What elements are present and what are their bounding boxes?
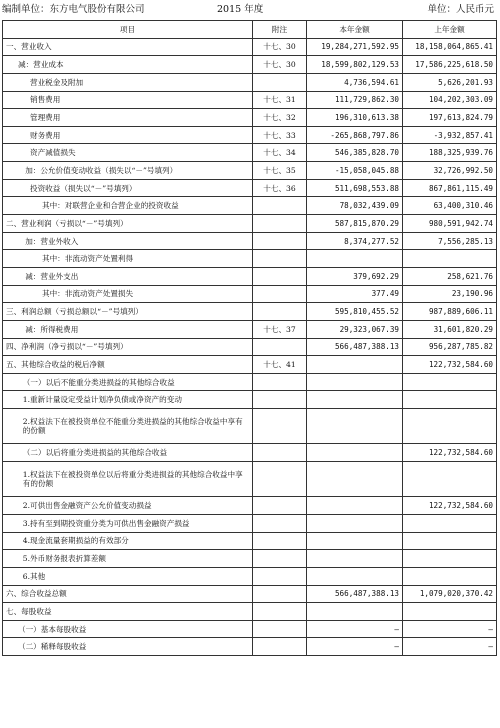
row-item-label: 其中：对联营企业和合营企业的投资收益 [3, 197, 253, 215]
row-current-amount: 377.49 [307, 285, 403, 303]
row-item-label: 其中：非流动资产处置利得 [3, 250, 253, 268]
row-note [253, 444, 307, 462]
row-item-label: 七、每股收益 [3, 603, 253, 621]
row-item-label: 一、营业收入 [3, 38, 253, 56]
table-row [3, 320, 497, 338]
table-row [3, 638, 497, 656]
row-item-label: 六、综合收益总额 [3, 585, 253, 603]
row-note: 十七、33 [253, 126, 307, 144]
row-prior-amount: 956,287,785.82 [403, 338, 497, 356]
row-current-amount [307, 603, 403, 621]
row-note: 十七、31 [253, 91, 307, 109]
row-note [253, 197, 307, 215]
row-current-amount: 566,487,388.13 [307, 338, 403, 356]
table-row [3, 497, 497, 515]
row-item-label: 投资收益（损失以“－”号填列） [3, 179, 253, 197]
row-prior-amount: 987,889,606.11 [403, 303, 497, 321]
table-row [3, 267, 497, 285]
row-prior-amount: 122,732,584.60 [403, 444, 497, 462]
preparer-label: 编制单位：东方电气股份有限公司 [2, 4, 145, 15]
row-item-label: 四、净利润（净亏损以“－”号填列） [3, 338, 253, 356]
row-current-amount [307, 391, 403, 409]
table-row [3, 603, 497, 621]
row-note [253, 462, 307, 497]
row-current-amount: 8,374,277.52 [307, 232, 403, 250]
fiscal-year: 2015 年度 [217, 4, 264, 15]
row-prior-amount [403, 603, 497, 621]
row-item-label: 加：营业外收入 [3, 232, 253, 250]
row-item-label: 资产减值损失 [3, 144, 253, 162]
row-current-amount: 566,487,388.13 [307, 585, 403, 603]
row-item-label: （一）基本每股收益 [3, 620, 253, 638]
table-row [3, 303, 497, 321]
table-row [3, 550, 497, 568]
row-item-label: （二）稀释每股收益 [3, 638, 253, 656]
row-note: 十七、30 [253, 38, 307, 56]
row-item-label: 2.可供出售金融资产公允价值变动损益 [3, 497, 253, 515]
row-note: 十七、36 [253, 179, 307, 197]
table-row [3, 91, 497, 109]
row-prior-amount: 122,732,584.60 [403, 356, 497, 374]
row-note [253, 585, 307, 603]
row-prior-amount: — [403, 638, 497, 656]
statement-header [0, 0, 500, 20]
row-note [253, 532, 307, 550]
row-current-amount [307, 356, 403, 374]
row-current-amount [307, 567, 403, 585]
table-row [3, 126, 497, 144]
row-current-amount: — [307, 638, 403, 656]
row-current-amount [307, 532, 403, 550]
row-note [253, 603, 307, 621]
row-item-label: 1.重新计量设定受益计划净负债或净资产的变动 [3, 391, 253, 409]
row-item-label: 6.其他 [3, 567, 253, 585]
table-row [3, 250, 497, 268]
row-item-label: 加：公允价值变动收益（损失以“－”号填列） [3, 162, 253, 180]
row-prior-amount: 867,861,115.49 [403, 179, 497, 197]
table-header-row [3, 21, 497, 39]
column-header-note: 附注 [253, 21, 307, 39]
row-note: 十七、35 [253, 162, 307, 180]
row-item-label: 营业税金及附加 [3, 73, 253, 91]
row-item-label: 销售费用 [3, 91, 253, 109]
row-item-label: 3.持有至到期投资重分类为可供出售金融资产损益 [3, 514, 253, 532]
table-row [3, 162, 497, 180]
table-row [3, 532, 497, 550]
income-statement-table [2, 20, 497, 656]
row-prior-amount: 122,732,584.60 [403, 497, 497, 515]
row-current-amount: -265,868,797.86 [307, 126, 403, 144]
table-row [3, 356, 497, 374]
row-item-label: 五、其他综合收益的税后净额 [3, 356, 253, 374]
row-current-amount: 587,815,870.29 [307, 215, 403, 233]
row-current-amount [307, 409, 403, 444]
row-prior-amount: 17,586,225,618.50 [403, 56, 497, 74]
row-current-amount: 546,385,828.70 [307, 144, 403, 162]
row-note [253, 338, 307, 356]
row-current-amount: 4,736,594.61 [307, 73, 403, 91]
row-prior-amount: 31,601,820.29 [403, 320, 497, 338]
row-note: 十七、34 [253, 144, 307, 162]
row-prior-amount: 32,726,992.50 [403, 162, 497, 180]
row-prior-amount [403, 532, 497, 550]
row-prior-amount: 18,158,064,865.41 [403, 38, 497, 56]
table-row [3, 444, 497, 462]
row-prior-amount: 5,626,201.93 [403, 73, 497, 91]
row-note [253, 638, 307, 656]
row-current-amount: 595,810,455.52 [307, 303, 403, 321]
table-row [3, 285, 497, 303]
table-row [3, 73, 497, 91]
column-header-prior: 上年金额 [403, 21, 497, 39]
table-row [3, 514, 497, 532]
row-current-amount: 111,729,862.30 [307, 91, 403, 109]
row-note [253, 303, 307, 321]
row-prior-amount: -3,932,857.41 [403, 126, 497, 144]
row-current-amount [307, 444, 403, 462]
row-prior-amount: 197,613,824.79 [403, 109, 497, 127]
column-header-current: 本年金额 [307, 21, 403, 39]
row-note [253, 250, 307, 268]
row-current-amount: 78,032,439.09 [307, 197, 403, 215]
row-item-label: 其中：非流动资产处置损失 [3, 285, 253, 303]
row-note: 十七、30 [253, 56, 307, 74]
table-row [3, 373, 497, 391]
currency-unit: 单位：人民币元 [427, 4, 494, 15]
table-row [3, 338, 497, 356]
row-current-amount [307, 373, 403, 391]
row-prior-amount: — [403, 620, 497, 638]
row-prior-amount: 104,202,303.09 [403, 91, 497, 109]
row-note [253, 620, 307, 638]
table-row [3, 215, 497, 233]
row-current-amount: 511,698,553.88 [307, 179, 403, 197]
row-note: 十七、37 [253, 320, 307, 338]
row-current-amount: -15,058,045.88 [307, 162, 403, 180]
row-prior-amount: 258,621.76 [403, 267, 497, 285]
row-current-amount: 19,284,271,592.95 [307, 38, 403, 56]
row-prior-amount [403, 373, 497, 391]
row-item-label: 5.外币财务报表折算差额 [3, 550, 253, 568]
row-item-label: 二、营业利润（亏损以“－”号填列） [3, 215, 253, 233]
row-prior-amount [403, 391, 497, 409]
table-row [3, 179, 497, 197]
row-current-amount [307, 497, 403, 515]
row-item-label: 减：营业成本 [3, 56, 253, 74]
row-current-amount [307, 250, 403, 268]
row-current-amount: 29,323,067.39 [307, 320, 403, 338]
column-header-item: 项目 [3, 21, 253, 39]
row-prior-amount: 23,190.96 [403, 285, 497, 303]
table-row [3, 38, 497, 56]
row-current-amount [307, 514, 403, 532]
row-item-label: 减：营业外支出 [3, 267, 253, 285]
table-row [3, 232, 497, 250]
row-note [253, 514, 307, 532]
table-row [3, 620, 497, 638]
row-note [253, 232, 307, 250]
table-row [3, 109, 497, 127]
row-prior-amount: 1,079,020,370.42 [403, 585, 497, 603]
row-current-amount [307, 462, 403, 497]
row-current-amount [307, 550, 403, 568]
table-row [3, 391, 497, 409]
row-item-label: 三、利润总额（亏损总额以“－”号填列） [3, 303, 253, 321]
table-row [3, 462, 497, 497]
row-prior-amount [403, 514, 497, 532]
row-item-label: 减：所得税费用 [3, 320, 253, 338]
row-note [253, 409, 307, 444]
row-current-amount: — [307, 620, 403, 638]
row-note [253, 215, 307, 233]
row-item-label: 1.权益法下在被投资单位以后将重分类进损益的其他综合收益中享有的份额 [3, 462, 253, 497]
row-prior-amount [403, 409, 497, 444]
row-item-label: （一）以后不能重分类进损益的其他综合收益 [3, 373, 253, 391]
row-item-label: （二）以后将重分类进损益的其他综合收益 [3, 444, 253, 462]
row-note [253, 550, 307, 568]
row-prior-amount: 7,556,285.13 [403, 232, 497, 250]
row-note [253, 373, 307, 391]
row-note: 十七、32 [253, 109, 307, 127]
row-item-label: 财务费用 [3, 126, 253, 144]
row-prior-amount [403, 550, 497, 568]
table-row [3, 56, 497, 74]
row-note [253, 285, 307, 303]
row-prior-amount [403, 462, 497, 497]
row-note [253, 497, 307, 515]
row-note: 十七、41 [253, 356, 307, 374]
row-note [253, 267, 307, 285]
table-row [3, 567, 497, 585]
row-note [253, 391, 307, 409]
row-current-amount: 379,692.29 [307, 267, 403, 285]
row-item-label: 2.权益法下在被投资单位不能重分类进损益的其他综合收益中享有的份额 [3, 409, 253, 444]
table-row [3, 585, 497, 603]
row-item-label: 管理费用 [3, 109, 253, 127]
row-item-label: 4.现金流量套期损益的有效部分 [3, 532, 253, 550]
row-prior-amount: 980,591,942.74 [403, 215, 497, 233]
row-prior-amount [403, 250, 497, 268]
row-current-amount: 196,310,613.38 [307, 109, 403, 127]
table-row [3, 144, 497, 162]
table-row [3, 197, 497, 215]
row-note [253, 73, 307, 91]
row-note [253, 567, 307, 585]
row-prior-amount: 63,400,310.46 [403, 197, 497, 215]
row-current-amount: 18,599,802,129.53 [307, 56, 403, 74]
table-row [3, 409, 497, 444]
row-prior-amount: 188,325,939.76 [403, 144, 497, 162]
row-prior-amount [403, 567, 497, 585]
